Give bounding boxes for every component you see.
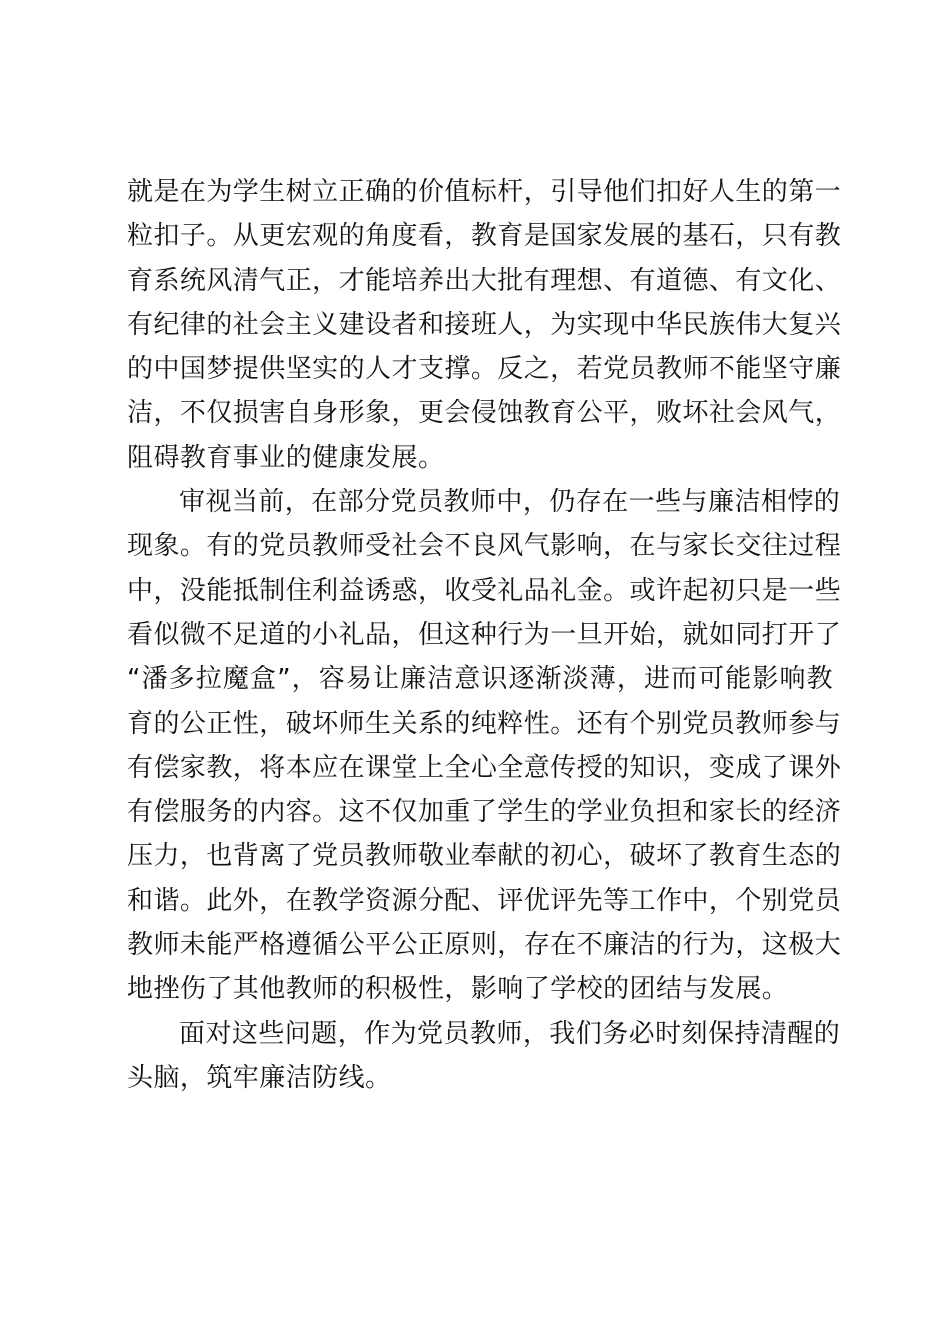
text-line: 育系统风清气正，才能培养出大批有理想、有道德、有文化、 [127,265,842,296]
text-line: “潘多拉魔盒”，容易让廉洁意识逐渐淡薄，进而可能影响教 [127,664,833,695]
text-line: 阻碍教育事业的健康发展。 [127,442,445,473]
text-line: 中，没能抵制住利益诱惑，收受礼品礼金。或许起初只是一些 [127,575,842,606]
paragraph-first-line: 面对这些问题，作为党员教师，我们务必时刻保持清醒的 [179,1018,841,1049]
text-line: 粒扣子。从更宏观的角度看，教育是国家发展的基石，只有教 [127,221,842,252]
paragraph-first-line: 审视当前，在部分党员教师中，仍存在一些与廉洁相悖的 [179,487,841,518]
text-line: 现象。有的党员教师受社会不良风气影响，在与家长交往过程 [127,531,842,562]
text-line: 就是在为学生树立正确的价值标杆，引导他们扣好人生的第一 [127,177,842,207]
text-line: 有纪律的社会主义建设者和接班人，为实现中华民族伟大复兴 [127,309,842,340]
body-text [127,170,842,1100]
text-line: 地挫伤了其他教师的积极性，影响了学校的团结与发展。 [127,974,789,1005]
text-line: 看似微不足道的小礼品，但这种行为一旦开始，就如同打开了 [127,619,842,650]
text-line: 教师未能严格遵循公平公正原则，存在不廉洁的行为，这极大 [127,930,842,961]
text-line: 头脑，筑牢廉洁防线。 [127,1062,392,1093]
text-line: 有偿服务的内容。这不仅加重了学生的学业负担和家长的经济 [127,797,842,828]
text-line: 压力，也背离了党员教师敬业奉献的初心，破坏了教育生态的 [127,841,842,872]
text-line: 和谐。此外，在教学资源分配、评优评先等工作中，个别党员 [127,885,842,916]
text-line: 的中国梦提供坚实的人才支撑。反之，若党员教师不能坚守廉 [127,354,842,385]
text-line: 洁，不仅损害自身形象，更会侵蚀教育公平，败坏社会风气， [127,398,842,429]
text-line: 有偿家教，将本应在课堂上全心全意传授的知识，变成了课外 [127,752,842,783]
text-line: 育的公正性，破坏师生关系的纯粹性。还有个别党员教师参与 [127,708,842,739]
